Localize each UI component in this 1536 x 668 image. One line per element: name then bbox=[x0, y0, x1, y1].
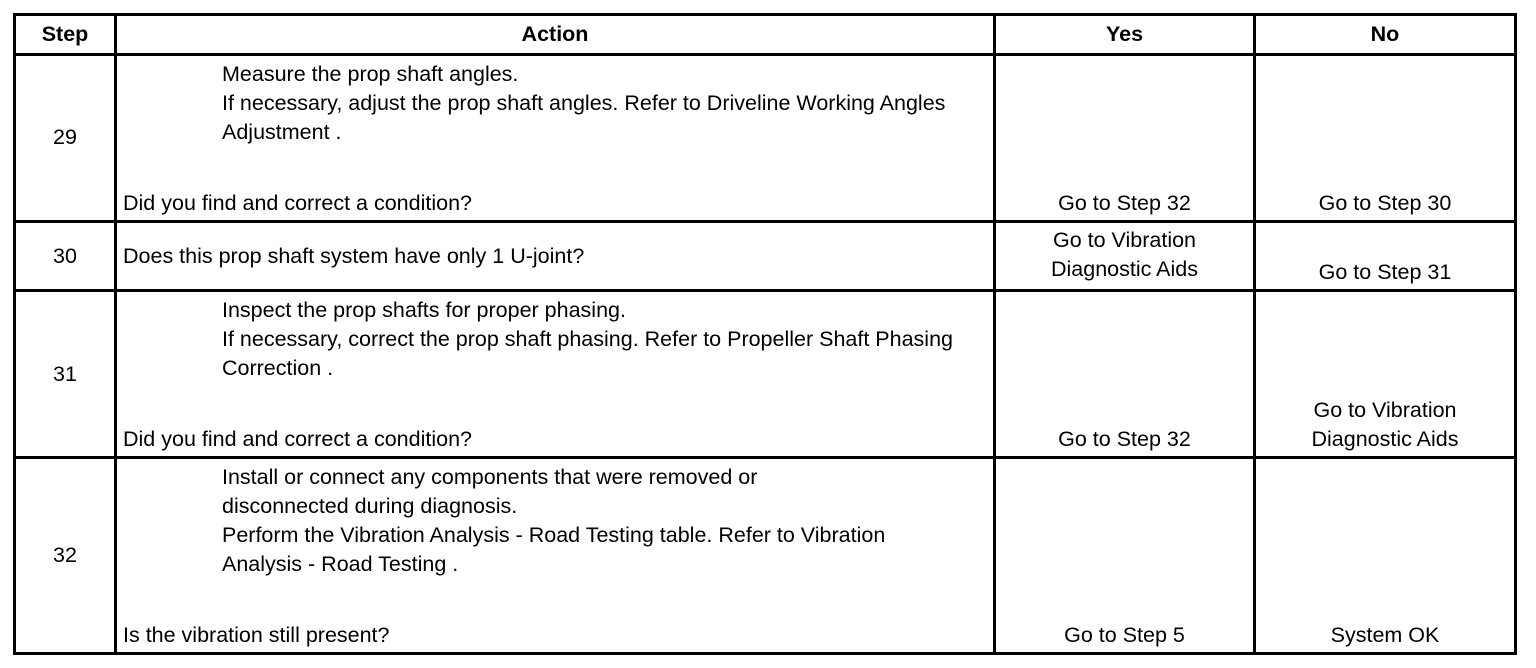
action-question: Did you find and correct a condition? bbox=[123, 427, 472, 451]
instruction-list bbox=[123, 459, 987, 579]
header-row bbox=[15, 15, 1516, 55]
table-row bbox=[15, 458, 1516, 654]
table-row bbox=[15, 55, 1516, 222]
column-header-no: No bbox=[1255, 15, 1516, 55]
action-cell bbox=[116, 221, 995, 290]
instruction-line: If necessary, adjust the prop shaft angles. Refer to Driveline Working Angles Adjustment . bbox=[222, 91, 946, 144]
instruction-line: Measure the prop shaft angles. bbox=[222, 62, 519, 86]
no-outcome bbox=[1255, 291, 1516, 458]
table-row bbox=[15, 291, 1516, 458]
action-cell bbox=[116, 458, 995, 654]
action-question: Did you find and correct a condition? bbox=[123, 190, 472, 215]
action-question: Is the vibration still present? bbox=[123, 623, 390, 647]
yes-outcome: Go to Step 5 bbox=[995, 458, 1255, 654]
column-header-step: Step bbox=[15, 15, 116, 55]
no-outcome: Go to Step 31 bbox=[1255, 221, 1516, 290]
step-number: 31 bbox=[15, 291, 116, 458]
yes-outcome: Go to Step 32 bbox=[995, 291, 1255, 458]
instruction-line: Inspect the prop shafts for proper phasing. bbox=[222, 298, 626, 323]
column-header-yes: Yes bbox=[995, 15, 1255, 55]
yes-outcome bbox=[995, 221, 1255, 290]
instruction-list bbox=[123, 292, 987, 383]
yes-outcome: Go to Step 32 bbox=[995, 55, 1255, 222]
action-cell bbox=[116, 291, 995, 458]
no-outcome: System OK bbox=[1255, 458, 1516, 654]
instruction-line: Install or connect any components that were removed or disconnected during diagnosis. bbox=[222, 465, 758, 518]
column-header-action: Action bbox=[116, 15, 995, 55]
action-question: Does this prop shaft system have only 1 U-joint? bbox=[123, 243, 585, 268]
action-cell bbox=[116, 55, 995, 222]
diagnostic-table bbox=[13, 13, 1517, 655]
table-row bbox=[15, 221, 1516, 290]
instruction-list bbox=[123, 56, 987, 147]
instruction-line: If necessary, correct the prop shaft phasing. Refer to Propeller Shaft Phasing Correction . bbox=[222, 327, 953, 381]
no-outcome: Go to Step 30 bbox=[1255, 55, 1516, 222]
step-number: 32 bbox=[15, 458, 116, 654]
step-number: 29 bbox=[15, 55, 116, 222]
step-number: 30 bbox=[15, 221, 116, 290]
no-outcome-text: Go to Vibration Diagnostic Aids bbox=[1311, 398, 1459, 451]
instruction-line: Perform the Vibration Analysis - Road Testing table. Refer to Vibration Analysis - Road Testing . bbox=[222, 523, 886, 576]
yes-outcome-text: Go to Vibration Diagnostic Aids bbox=[1051, 228, 1198, 281]
